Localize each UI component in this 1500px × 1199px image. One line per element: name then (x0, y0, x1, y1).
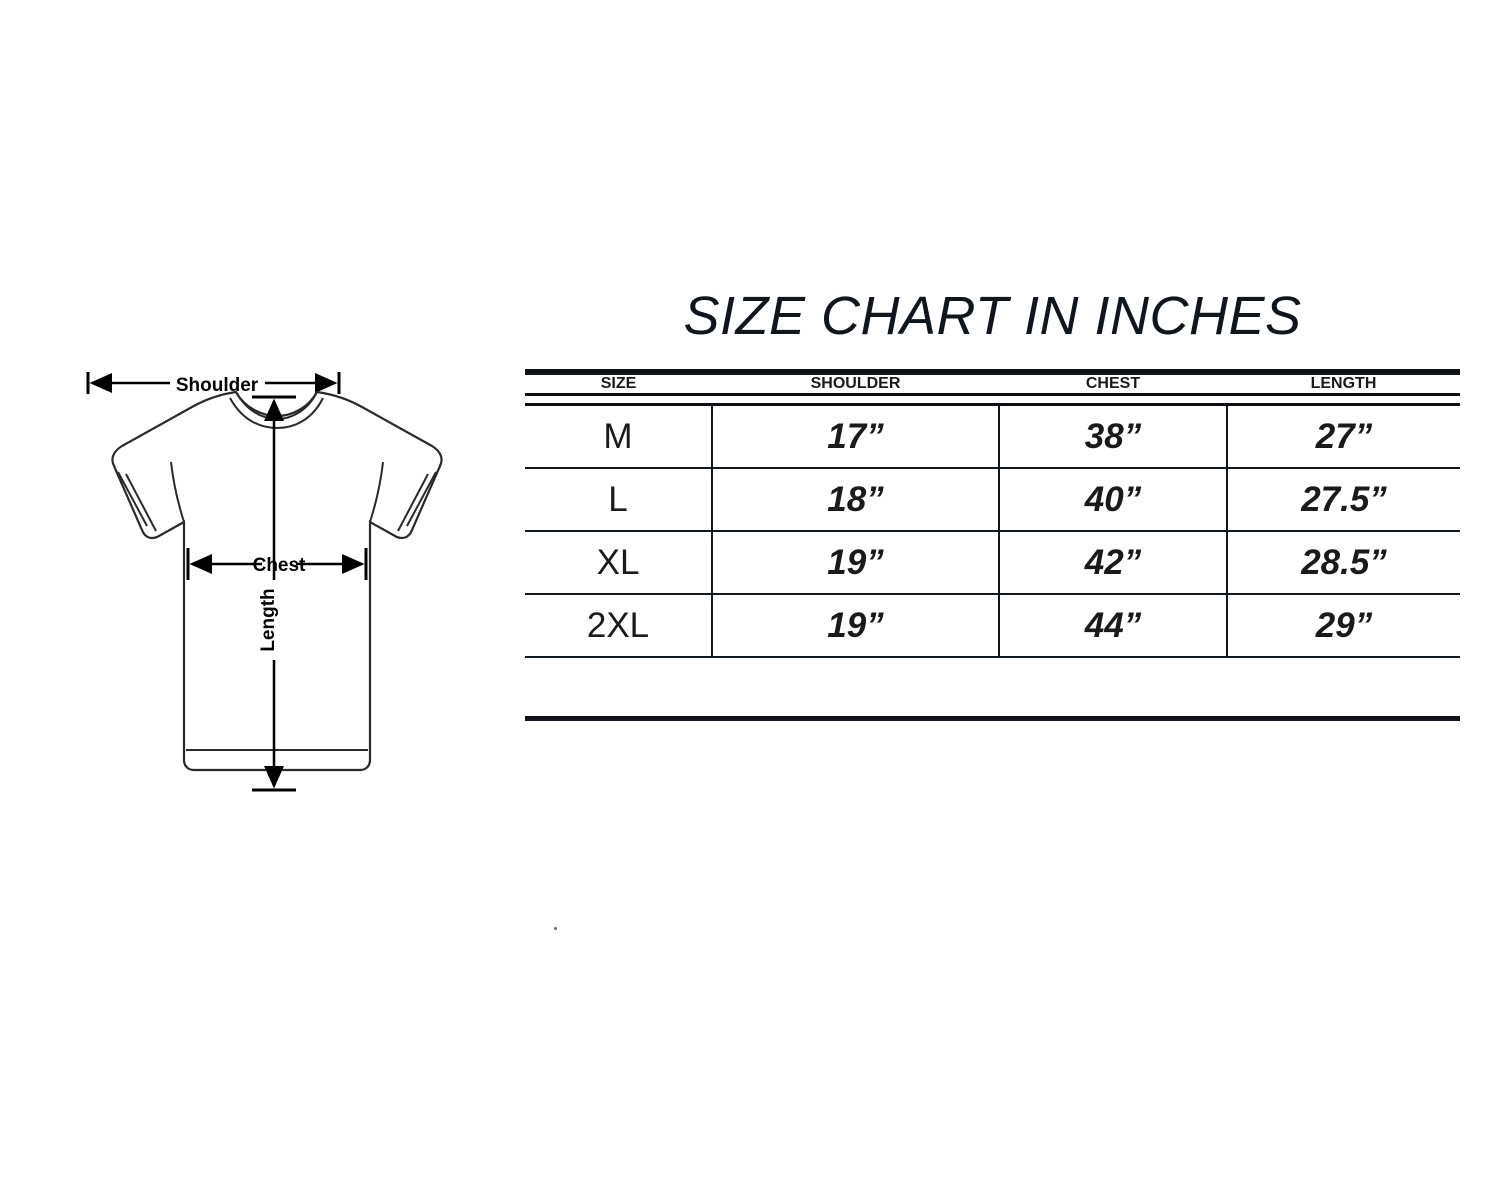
header-size: SIZE (600, 375, 637, 392)
shoulder-label: Shoulder (175, 375, 259, 396)
table-row (525, 468, 1460, 531)
table-trailing-row (525, 657, 1460, 718)
tshirt-diagram-svg (40, 350, 510, 860)
artifact-speck (554, 927, 557, 930)
table-bottom-rule (525, 718, 1460, 721)
tshirt-outline (112, 392, 441, 770)
shoulder-dimension (88, 372, 339, 396)
table-row (525, 531, 1460, 594)
cell-shoulder: 19” (712, 594, 999, 657)
cell-size: M (525, 405, 712, 469)
cell-shoulder: 17” (712, 405, 999, 469)
cell-chest: 40” (999, 468, 1227, 531)
table-row (525, 405, 1460, 469)
cell-size: L (525, 468, 712, 531)
cell-size: XL (525, 531, 712, 594)
size-chart-table (525, 369, 1460, 721)
tshirt-measurement-diagram (40, 350, 510, 860)
cell-shoulder: 19” (712, 531, 999, 594)
header-chest: CHEST (1085, 375, 1141, 392)
cell-chest: 42” (999, 531, 1227, 594)
cell-size: 2XL (525, 594, 712, 657)
size-chart-panel (525, 285, 1460, 721)
table-header-rule (525, 395, 1460, 405)
header-length: LENGTH (1310, 375, 1377, 392)
cell-shoulder: 18” (712, 468, 999, 531)
table-header-row (525, 374, 1460, 395)
cell-length: 29” (1227, 594, 1460, 657)
chest-label: Chest (252, 555, 306, 576)
length-label: Length (258, 588, 279, 652)
cell-length: 27” (1227, 405, 1460, 469)
cell-length: 27.5” (1227, 468, 1460, 531)
chart-title: SIZE CHART IN INCHES (683, 286, 1302, 346)
cell-chest: 44” (999, 594, 1227, 657)
cell-chest: 38” (999, 405, 1227, 469)
cell-length: 28.5” (1227, 531, 1460, 594)
header-shoulder: SHOULDER (810, 375, 901, 392)
table-row (525, 594, 1460, 657)
